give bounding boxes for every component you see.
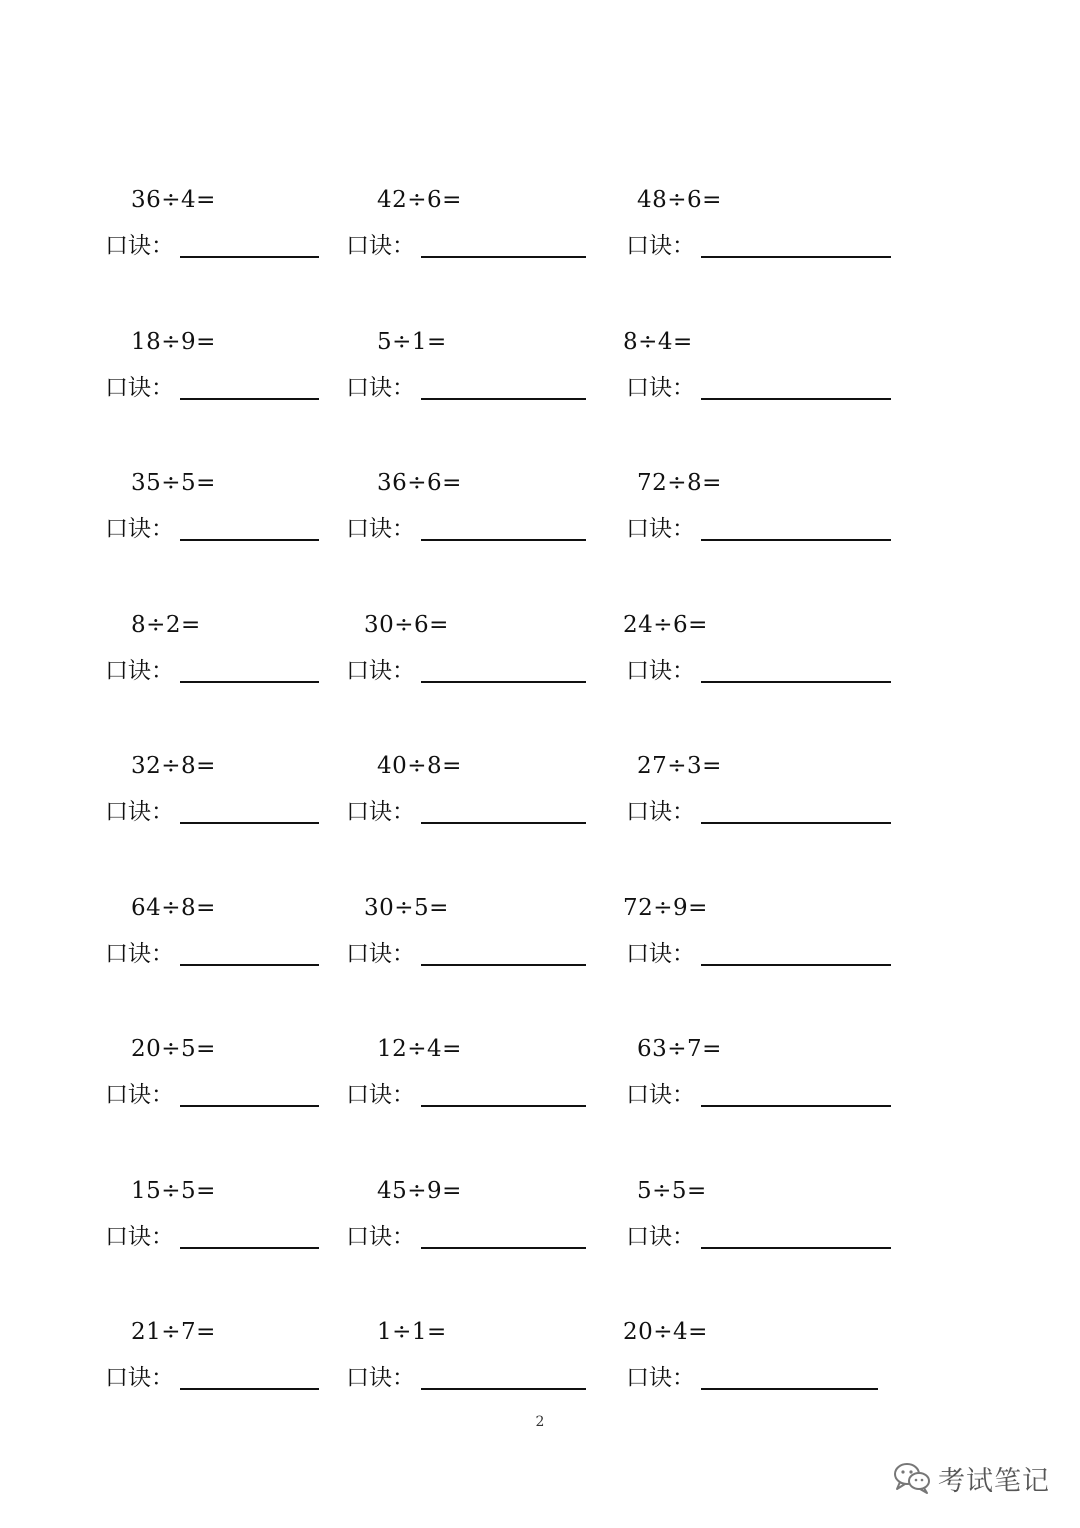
division-problem: 72÷8= [637, 470, 722, 496]
division-problem: 8÷4= [623, 329, 693, 355]
division-problem: 21÷7= [131, 1319, 216, 1345]
koujue-label: 口诀： [626, 658, 695, 684]
answer-blank[interactable] [701, 539, 891, 541]
koujue-label: 口诀： [346, 375, 415, 401]
watermark [892, 1456, 1050, 1500]
koujue-label: 口诀： [626, 799, 695, 825]
problem-row [0, 186, 1080, 286]
answer-blank[interactable] [421, 1388, 586, 1390]
division-problem: 36÷6= [377, 470, 462, 496]
koujue-label: 口诀： [105, 799, 174, 825]
division-problem: 30÷6= [364, 612, 449, 638]
koujue-label: 口诀： [105, 233, 174, 259]
koujue-label: 口诀： [626, 1365, 695, 1391]
division-problem: 20÷5= [131, 1036, 216, 1062]
answer-blank[interactable] [421, 1247, 586, 1249]
problem-row [0, 1177, 1080, 1277]
wechat-chat-bubble-icon [892, 1460, 932, 1496]
koujue-label: 口诀： [346, 1224, 415, 1250]
answer-blank[interactable] [701, 964, 891, 966]
problem-row [0, 611, 1080, 711]
division-problem: 40÷8= [377, 753, 462, 779]
division-problem: 45÷9= [377, 1178, 462, 1204]
answer-blank[interactable] [180, 1105, 319, 1107]
koujue-label: 口诀： [105, 941, 174, 967]
problem-row [0, 1035, 1080, 1135]
koujue-label: 口诀： [626, 375, 695, 401]
koujue-label: 口诀： [105, 375, 174, 401]
koujue-label: 口诀： [346, 941, 415, 967]
division-problem: 8÷2= [131, 612, 201, 638]
division-problem: 20÷4= [623, 1319, 708, 1345]
answer-blank[interactable] [180, 1247, 319, 1249]
koujue-label: 口诀： [346, 516, 415, 542]
division-problem: 5÷1= [377, 329, 447, 355]
division-problem: 1÷1= [377, 1319, 447, 1345]
koujue-label: 口诀： [346, 1365, 415, 1391]
answer-blank[interactable] [421, 1105, 586, 1107]
problem-row [0, 894, 1080, 994]
division-problem: 36÷4= [131, 187, 216, 213]
answer-blank[interactable] [180, 822, 319, 824]
division-problem: 12÷4= [377, 1036, 462, 1062]
answer-blank[interactable] [701, 1105, 891, 1107]
koujue-label: 口诀： [346, 658, 415, 684]
koujue-label: 口诀： [346, 1082, 415, 1108]
answer-blank[interactable] [421, 539, 586, 541]
division-problem: 48÷6= [637, 187, 722, 213]
answer-blank[interactable] [180, 539, 319, 541]
division-problem: 64÷8= [131, 895, 216, 921]
answer-blank[interactable] [180, 256, 319, 258]
koujue-label: 口诀： [626, 233, 695, 259]
answer-blank[interactable] [421, 681, 586, 683]
answer-blank[interactable] [421, 256, 586, 258]
koujue-label: 口诀： [626, 1224, 695, 1250]
koujue-label: 口诀： [105, 658, 174, 684]
problem-row [0, 469, 1080, 569]
koujue-label: 口诀： [626, 1082, 695, 1108]
answer-blank[interactable] [701, 1388, 878, 1390]
koujue-label: 口诀： [105, 1082, 174, 1108]
division-problem: 63÷7= [637, 1036, 722, 1062]
watermark-text: 考试笔记 [938, 1465, 1050, 1497]
problem-row [0, 1318, 1080, 1418]
answer-blank[interactable] [421, 964, 586, 966]
answer-blank[interactable] [701, 256, 891, 258]
division-problem: 5÷5= [637, 1178, 707, 1204]
division-problem: 27÷3= [637, 753, 722, 779]
answer-blank[interactable] [701, 681, 891, 683]
koujue-label: 口诀： [346, 233, 415, 259]
answer-blank[interactable] [701, 1247, 891, 1249]
division-problem: 24÷6= [623, 612, 708, 638]
answer-blank[interactable] [701, 822, 891, 824]
koujue-label: 口诀： [626, 941, 695, 967]
division-problem: 35÷5= [131, 470, 216, 496]
problem-row [0, 752, 1080, 852]
answer-blank[interactable] [180, 681, 319, 683]
koujue-label: 口诀： [346, 799, 415, 825]
division-problem: 42÷6= [377, 187, 462, 213]
division-problem: 15÷5= [131, 1178, 216, 1204]
page-number: 2 [535, 1414, 545, 1430]
division-problem: 32÷8= [131, 753, 216, 779]
koujue-label: 口诀： [105, 1365, 174, 1391]
answer-blank[interactable] [180, 1388, 319, 1390]
answer-blank[interactable] [701, 398, 891, 400]
answer-blank[interactable] [421, 398, 586, 400]
problem-row [0, 328, 1080, 428]
division-problem: 72÷9= [623, 895, 708, 921]
division-problem: 30÷5= [364, 895, 449, 921]
answer-blank[interactable] [180, 964, 319, 966]
answer-blank[interactable] [421, 822, 586, 824]
koujue-label: 口诀： [105, 516, 174, 542]
koujue-label: 口诀： [626, 516, 695, 542]
koujue-label: 口诀： [105, 1224, 174, 1250]
division-problem: 18÷9= [131, 329, 216, 355]
answer-blank[interactable] [180, 398, 319, 400]
